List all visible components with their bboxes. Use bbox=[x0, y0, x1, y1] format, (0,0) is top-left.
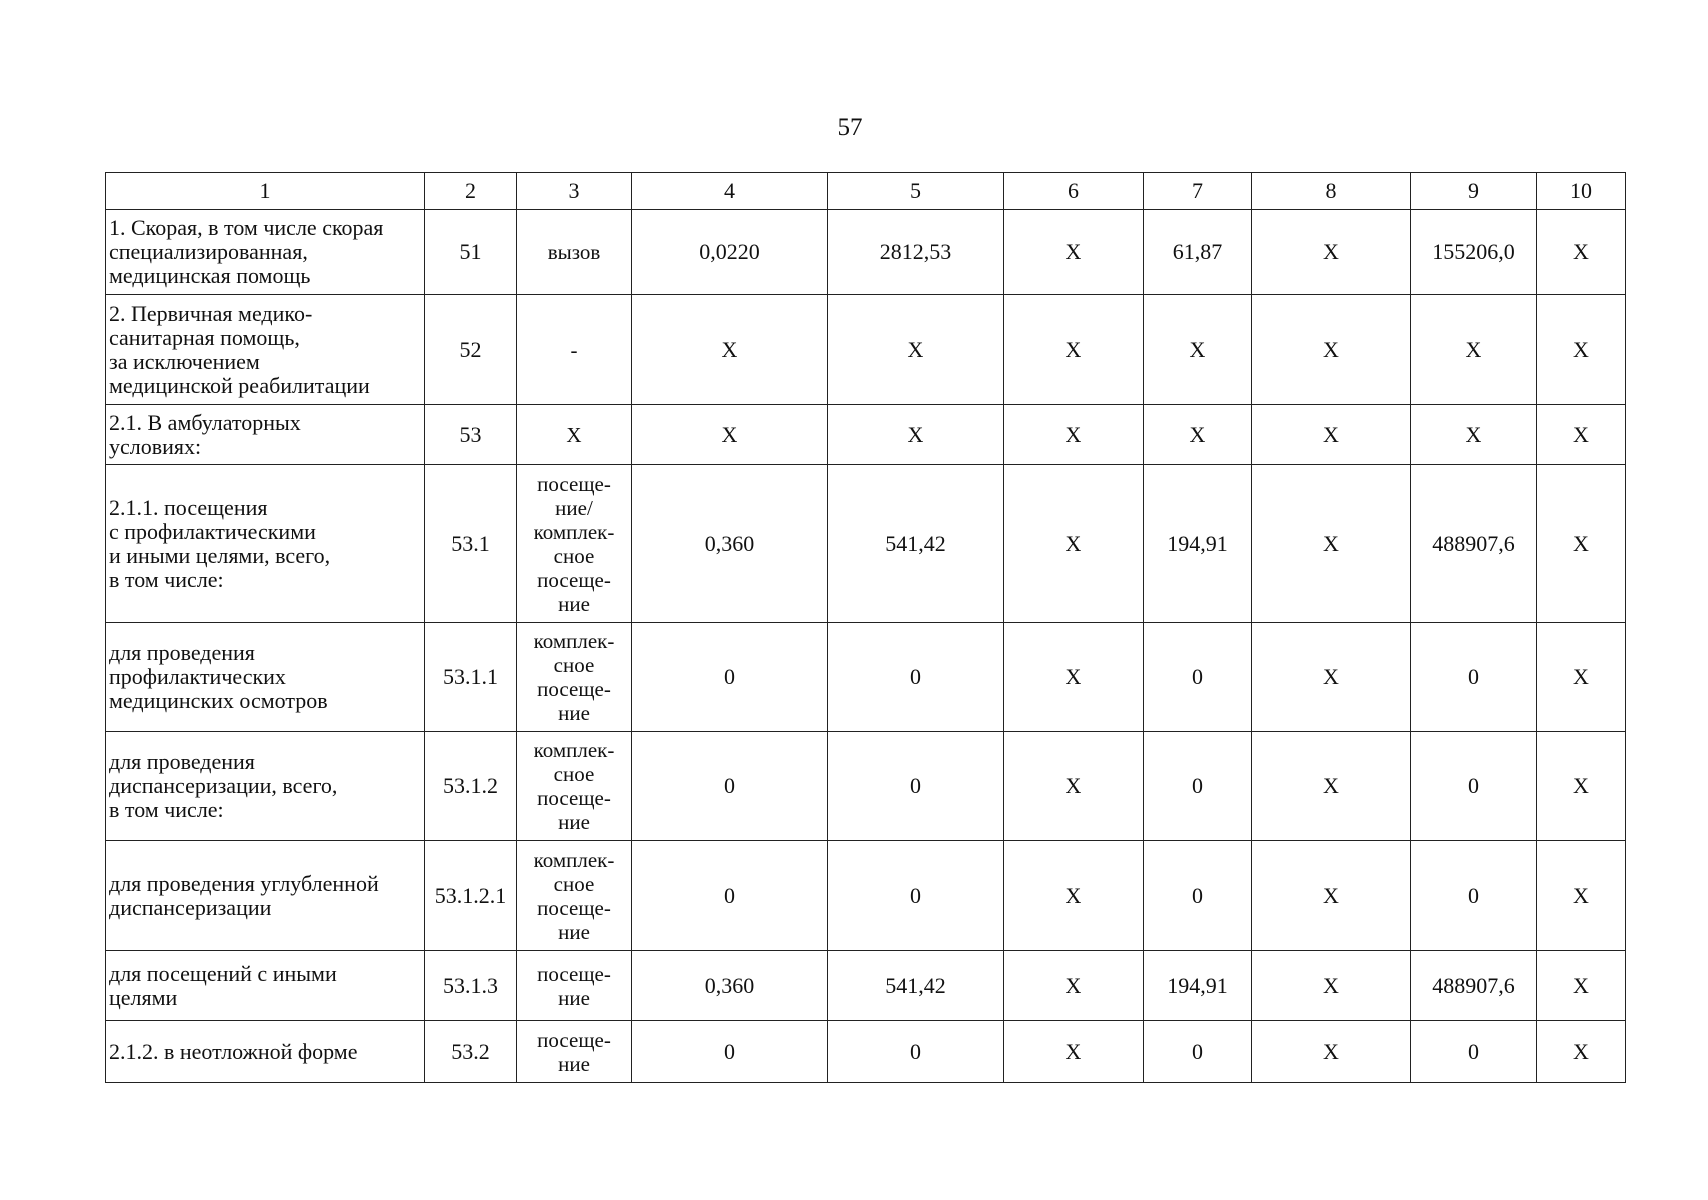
value-cell: X bbox=[632, 295, 828, 405]
value-cell: 0 bbox=[1144, 623, 1252, 732]
value-cell: X bbox=[1144, 295, 1252, 405]
row-label bbox=[106, 295, 425, 405]
row-label-text: 1. Скорая, в том числе скорая специализированная, медицинская помощь bbox=[109, 215, 384, 288]
header-cell: 1 bbox=[106, 173, 425, 210]
value-cell: 0 bbox=[1144, 841, 1252, 951]
value-cell: 155206,0 bbox=[1411, 210, 1537, 295]
value-cell: 2812,53 bbox=[828, 210, 1004, 295]
row-label-text: 2.1. В амбулаторных условиях: bbox=[109, 409, 301, 459]
row-unit-text: посеще- ние bbox=[537, 961, 611, 1010]
row-unit bbox=[517, 732, 632, 841]
value-cell: X bbox=[1411, 295, 1537, 405]
row-label-text: для посещений с иными целями bbox=[109, 960, 337, 1010]
header-cell: 6 bbox=[1004, 173, 1144, 210]
value-cell: 0 bbox=[1144, 1021, 1252, 1083]
value-cell: X bbox=[632, 405, 828, 465]
value-cell: X bbox=[1252, 465, 1411, 623]
value-cell: X bbox=[1004, 951, 1144, 1021]
row-label bbox=[106, 732, 425, 841]
table-row bbox=[106, 623, 1626, 732]
header-row bbox=[106, 173, 1626, 210]
row-label-text: 2.1.2. в неотложной форме bbox=[109, 1038, 358, 1064]
value-cell: 0,0220 bbox=[632, 210, 828, 295]
value-cell: X bbox=[1252, 1021, 1411, 1083]
value-cell: X bbox=[1252, 405, 1411, 465]
value-cell: X bbox=[1004, 210, 1144, 295]
value-cell: 488907,6 bbox=[1411, 465, 1537, 623]
header-cell: 4 bbox=[632, 173, 828, 210]
header-cell: 5 bbox=[828, 173, 1004, 210]
value-cell: 194,91 bbox=[1144, 465, 1252, 623]
value-cell: X bbox=[1004, 465, 1144, 623]
row-label bbox=[106, 841, 425, 951]
value-cell: X bbox=[1004, 732, 1144, 841]
value-cell: 0 bbox=[632, 1021, 828, 1083]
value-cell: 0 bbox=[1144, 732, 1252, 841]
row-label bbox=[106, 405, 425, 465]
value-cell: 0 bbox=[1411, 732, 1537, 841]
value-cell: X bbox=[1537, 465, 1626, 623]
row-unit-text: вызов bbox=[547, 240, 601, 264]
row-code: 53.1.2.1 bbox=[425, 841, 517, 951]
row-code: 53.1.3 bbox=[425, 951, 517, 1021]
value-cell: X bbox=[1537, 295, 1626, 405]
value-cell: X bbox=[1252, 951, 1411, 1021]
row-code: 53.1.1 bbox=[425, 623, 517, 732]
value-cell: X bbox=[1537, 1021, 1626, 1083]
value-cell: X bbox=[1537, 951, 1626, 1021]
value-cell: 0 bbox=[828, 732, 1004, 841]
row-label bbox=[106, 951, 425, 1021]
row-code: 53 bbox=[425, 405, 517, 465]
row-code: 53.1.2 bbox=[425, 732, 517, 841]
table-row bbox=[106, 841, 1626, 951]
header-cell: 2 bbox=[425, 173, 517, 210]
row-unit-text: комплек- сное посеще- ние bbox=[533, 629, 615, 725]
value-cell: X bbox=[1537, 210, 1626, 295]
value-cell: 0,360 bbox=[632, 951, 828, 1021]
row-unit-text: посеще- ние/ комплек- сное посеще- ние bbox=[533, 471, 615, 616]
row-unit-text: комплек- сное посеще- ние bbox=[533, 738, 615, 834]
value-cell: X bbox=[1537, 732, 1626, 841]
value-cell: X bbox=[1004, 295, 1144, 405]
table-row bbox=[106, 1021, 1626, 1083]
value-cell: 0 bbox=[1411, 841, 1537, 951]
table-row bbox=[106, 405, 1626, 465]
value-cell: 0,360 bbox=[632, 465, 828, 623]
row-unit bbox=[517, 210, 632, 295]
value-cell: X bbox=[1537, 623, 1626, 732]
value-cell: 0 bbox=[828, 623, 1004, 732]
value-cell: 0 bbox=[1411, 1021, 1537, 1083]
value-cell: 194,91 bbox=[1144, 951, 1252, 1021]
row-code: 53.1 bbox=[425, 465, 517, 623]
table-row bbox=[106, 732, 1626, 841]
value-cell: 541,42 bbox=[828, 465, 1004, 623]
value-cell: X bbox=[1537, 405, 1626, 465]
row-label-text: для проведения диспансеризации, всего, в том числе: bbox=[109, 749, 338, 822]
table-row bbox=[106, 295, 1626, 405]
row-unit-text: - bbox=[570, 337, 578, 362]
row-code: 51 bbox=[425, 210, 517, 295]
row-unit bbox=[517, 1021, 632, 1083]
value-cell: X bbox=[1004, 405, 1144, 465]
row-unit bbox=[517, 465, 632, 623]
row-label-text: 2.1.1. посещения с профилактическими и иными целями, всего, в том числе: bbox=[109, 494, 331, 592]
value-cell: 0 bbox=[828, 841, 1004, 951]
value-cell: X bbox=[1411, 405, 1537, 465]
row-unit-text: комплек- сное посеще- ние bbox=[533, 847, 615, 944]
data-table bbox=[105, 172, 1626, 1083]
row-unit bbox=[517, 951, 632, 1021]
row-label bbox=[106, 1021, 425, 1083]
table-row bbox=[106, 951, 1626, 1021]
value-cell: 488907,6 bbox=[1411, 951, 1537, 1021]
page-number: 57 bbox=[837, 114, 863, 141]
row-label-text: для проведения профилактических медицинских осмотров bbox=[109, 640, 328, 713]
value-cell: X bbox=[1252, 841, 1411, 951]
value-cell: X bbox=[1252, 732, 1411, 841]
row-code: 52 bbox=[425, 295, 517, 405]
value-cell: X bbox=[1004, 623, 1144, 732]
row-label-text: 2. Первичная медико- санитарная помощь, за исключением медицинской реабилитации bbox=[109, 300, 370, 398]
value-cell: X bbox=[1252, 210, 1411, 295]
row-unit-text: X bbox=[566, 422, 582, 447]
table-row bbox=[106, 210, 1626, 295]
value-cell: 0 bbox=[632, 841, 828, 951]
row-unit bbox=[517, 841, 632, 951]
value-cell: 0 bbox=[1411, 623, 1537, 732]
value-cell: 61,87 bbox=[1144, 210, 1252, 295]
row-unit-text: посеще- ние bbox=[537, 1027, 611, 1076]
value-cell: X bbox=[1252, 623, 1411, 732]
row-label bbox=[106, 465, 425, 623]
value-cell: X bbox=[828, 405, 1004, 465]
value-cell: X bbox=[1537, 841, 1626, 951]
row-label-text: для проведения углубленной диспансеризации bbox=[109, 870, 379, 920]
header-cell: 7 bbox=[1144, 173, 1252, 210]
header-cell: 9 bbox=[1411, 173, 1537, 210]
value-cell: 0 bbox=[828, 1021, 1004, 1083]
value-cell: X bbox=[1004, 1021, 1144, 1083]
value-cell: 0 bbox=[632, 732, 828, 841]
value-cell: X bbox=[1004, 841, 1144, 951]
value-cell: 541,42 bbox=[828, 951, 1004, 1021]
row-label bbox=[106, 623, 425, 732]
header-cell: 8 bbox=[1252, 173, 1411, 210]
row-unit bbox=[517, 623, 632, 732]
row-unit bbox=[517, 405, 632, 465]
header-cell: 10 bbox=[1537, 173, 1626, 210]
value-cell: X bbox=[1252, 295, 1411, 405]
value-cell: X bbox=[828, 295, 1004, 405]
value-cell: X bbox=[1144, 405, 1252, 465]
table-row bbox=[106, 465, 1626, 623]
value-cell: 0 bbox=[632, 623, 828, 732]
row-code: 53.2 bbox=[425, 1021, 517, 1083]
row-label bbox=[106, 210, 425, 295]
header-cell: 3 bbox=[517, 173, 632, 210]
row-unit bbox=[517, 295, 632, 405]
